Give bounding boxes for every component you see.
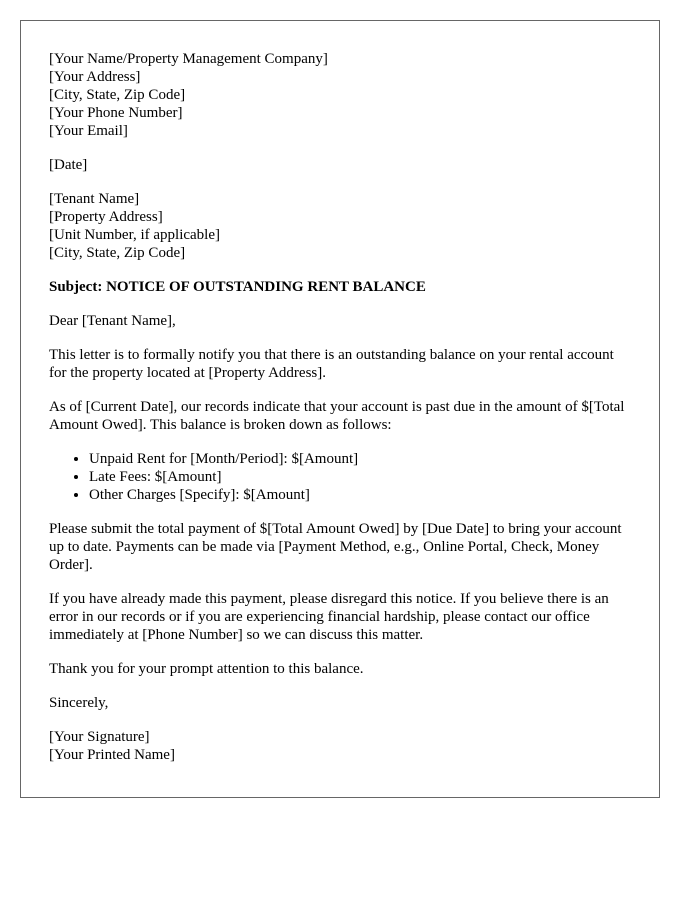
sender-address-block <box>49 50 631 140</box>
salutation: Dear [Tenant Name], <box>49 313 176 329</box>
charge-item-other-charges: • Other Charges [Specify]: $[Amount] <box>89 486 631 504</box>
signature-block <box>49 728 631 764</box>
property-address: [Property Address] <box>49 209 163 225</box>
subject-line: Subject: NOTICE OF OUTSTANDING RENT BALANCE <box>49 279 426 295</box>
thanks-paragraph: Thank you for your prompt attention to this balance. <box>49 661 364 677</box>
breakdown-intro-paragraph: As of [Current Date], our records indicate that your account is past due in the amount of $[Total Amount Owed]. This balance is broken down as follows: <box>49 399 625 433</box>
sender-address: [Your Address] <box>49 69 141 85</box>
recipient-address-block <box>49 190 631 262</box>
printed-name: [Your Printed Name] <box>49 747 175 763</box>
sender-name: [Your Name/Property Management Company] <box>49 51 328 67</box>
recipient-city-state-zip: [City, State, Zip Code] <box>49 245 186 261</box>
sender-city-state-zip: [City, State, Zip Code] <box>49 87 186 103</box>
letter-page <box>20 20 660 798</box>
signature-line: [Your Signature] <box>49 729 150 745</box>
sender-email: [Your Email] <box>49 123 128 139</box>
disregard-paragraph: If you have already made this payment, please disregard this notice. If you believe there is an error in our records or if you are experiencing financial hardship, please contact our office immediately at [Phone Number] so we can discuss this matter. <box>49 591 609 643</box>
intro-paragraph: This letter is to formally notify you that there is an outstanding balance on your rental account for the property located at [Property Address]. <box>49 347 614 381</box>
sender-phone: [Your Phone Number] <box>49 105 183 121</box>
closing: Sincerely, <box>49 695 109 711</box>
date-block <box>49 156 631 174</box>
tenant-name: [Tenant Name] <box>49 191 140 207</box>
payment-paragraph: Please submit the total payment of $[Total Amount Owed] by [Due Date] to bring your account up to date. Payments can be made via [Payment Method, e.g., Online Portal, Check, Money Order]. <box>49 521 622 573</box>
charge-item-unpaid-rent: • Unpaid Rent for [Month/Period]: $[Amount] <box>89 450 631 468</box>
unit-number: [Unit Number, if applicable] <box>49 227 221 243</box>
charges-list <box>49 450 631 504</box>
letter-date: [Date] <box>49 157 88 173</box>
charge-item-late-fees: • Late Fees: $[Amount] <box>89 468 631 486</box>
